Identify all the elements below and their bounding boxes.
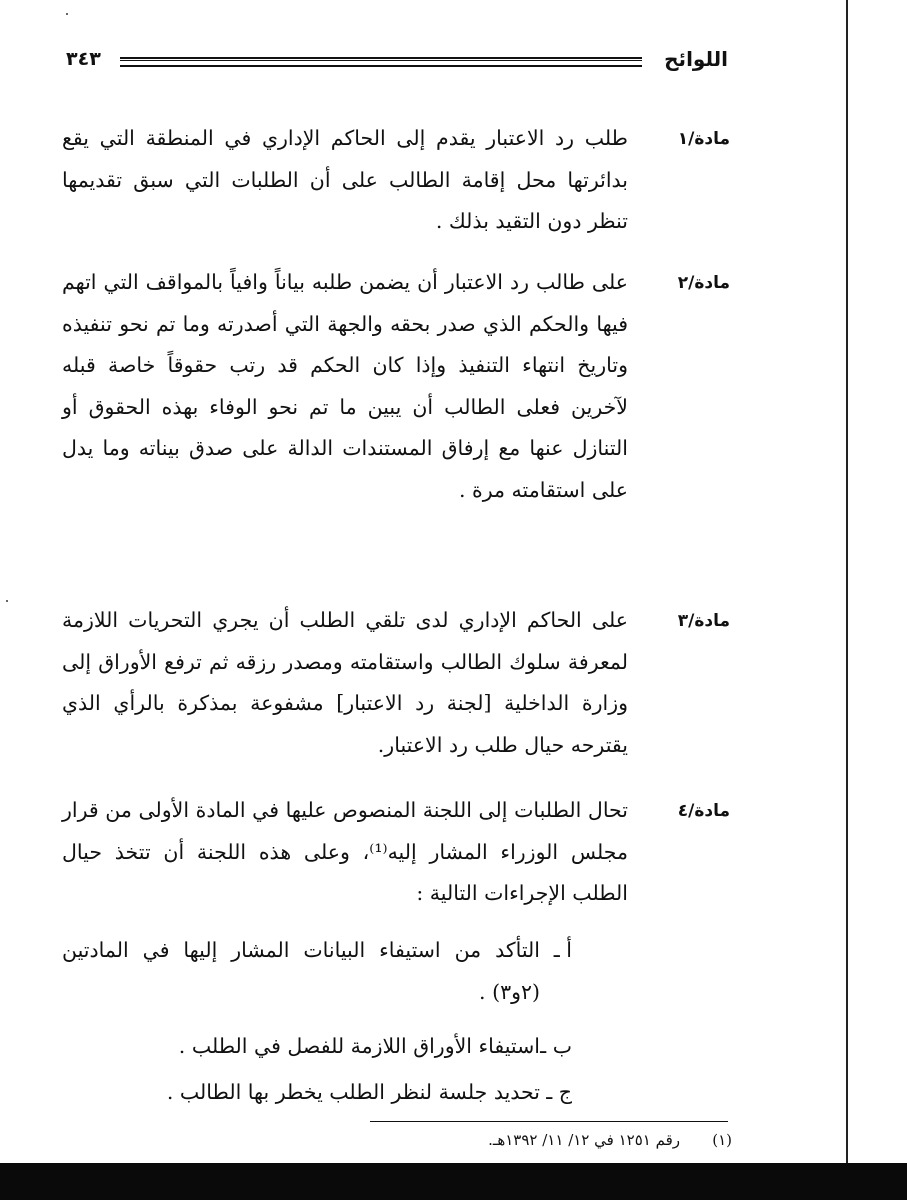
article-2 [62, 262, 730, 592]
footnote-mark: (١) [712, 1131, 732, 1149]
running-title: اللوائح [664, 47, 728, 71]
page-header [66, 44, 728, 78]
article-text: على الحاكم الإداري لدى تلقي الطلب أن يجري التحريات اللازمة لمعرفة سلوك الطالب واستقامته ومصدر رزقه ثم ترفع الأوراق إلى وزارة الداخلية [لجنة رد الاعتبار] مشفوعة بمذكرة بالرأي الذي يقترحه حيال طلب رد الاعتبار. [62, 608, 628, 757]
header-rule [120, 57, 642, 67]
article-4 [62, 790, 730, 920]
sub-item-letter: ب ـ [540, 1034, 572, 1058]
page-edge-line [846, 0, 848, 1165]
article-text: على طالب رد الاعتبار أن يضمن طلبه بياناً وافياً بالمواقف التي اتهم فيها والحكم الذي صدر بحقه والجهة التي أصدرته وما تم نحو تنفيذه وتاريخ انتهاء التنفيذ وإذا كان الحكم قد رتب حقوقاً خاصة قبله لآخرين فعلى الطالب أن يبين ما تم نحو الوفاء بهذه الحقوق أو التنازل عنها مع إرفاق المستندات الدالة على صدق بيناته وما يدل على استقامته مرة . [62, 270, 628, 502]
sub-item-c [62, 1072, 572, 1114]
scan-speck [6, 600, 8, 602]
footnote-text: رقم ١٢٥١ في ١٢/ ١١/ ١٣٩٢هـ. [488, 1131, 680, 1149]
article-label: مادة/٣ [677, 611, 730, 631]
article-label: مادة/١ [677, 129, 730, 149]
footnote-rule [370, 1121, 728, 1122]
sub-item-b [62, 1026, 572, 1068]
article-label: مادة/٤ [677, 801, 730, 821]
page-number: ٣٤٣ [66, 48, 101, 70]
article-text: طلب رد الاعتبار يقدم إلى الحاكم الإداري في المنطقة التي يقع بدائرتها محل إقامة الطالب على أن الطلبات التي سبق تقديمها تنظر دون التقيد بذلك . [62, 126, 628, 233]
sub-item-a [62, 930, 572, 1014]
article-3 [62, 600, 730, 780]
article-1 [62, 118, 730, 248]
scan-speck [66, 13, 68, 15]
sub-item-text: استيفاء الأوراق اللازمة للفصل في الطلب . [178, 1034, 540, 1058]
article-text: تحال الطلبات إلى اللجنة المنصوص عليها في المادة الأولى من قرار مجلس الوزراء المشار إليه⁽¹⁾، وعلى هذه اللجنة أن تتخذ حيال الطلب الإجراءات التالية : [62, 798, 628, 905]
sub-item-letter: ج ـ [546, 1080, 572, 1104]
sub-item-text: التأكد من استيفاء البيانات المشار إليها في المادتين (٢و٣) . [62, 938, 540, 1004]
sub-item-text: تحديد جلسة لنظر الطلب يخطر بها الطالب . [166, 1080, 540, 1104]
article-label: مادة/٢ [677, 273, 730, 293]
sub-item-letter: أ ـ [553, 938, 572, 962]
scan-bottom-border [0, 1163, 907, 1200]
